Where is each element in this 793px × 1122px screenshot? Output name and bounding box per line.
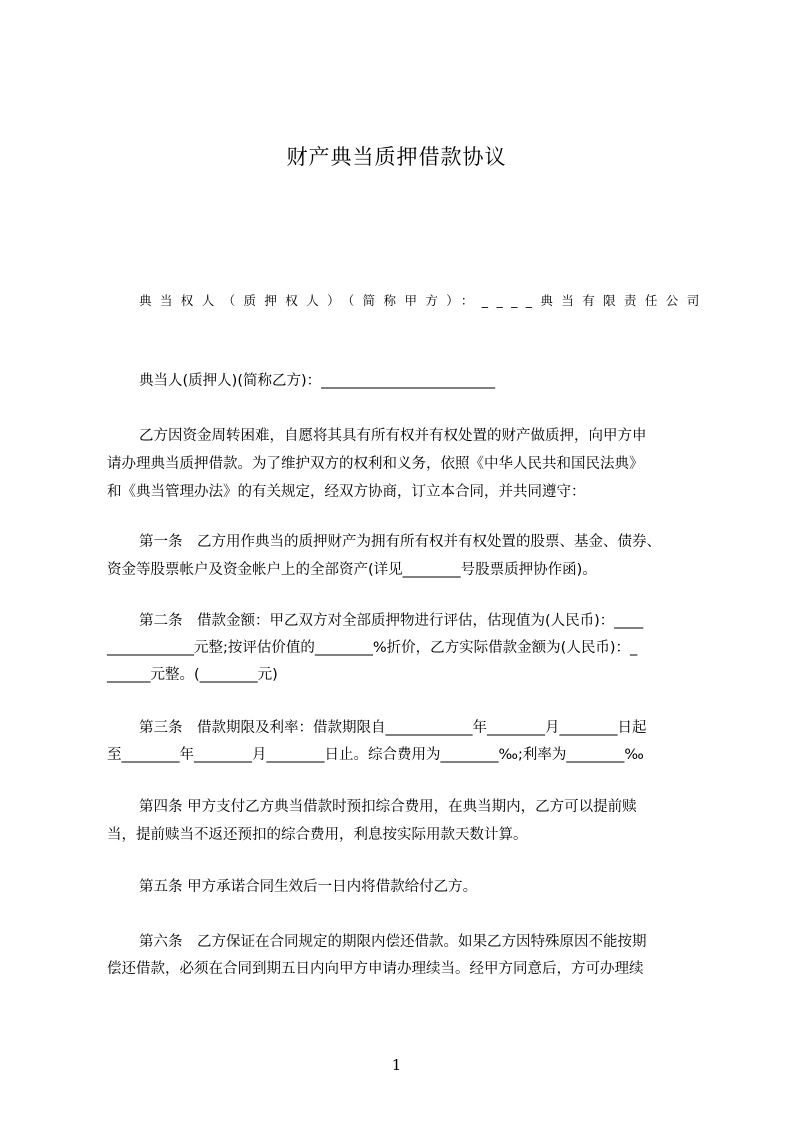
document-title: 财产典当质押借款协议 xyxy=(286,145,507,169)
paragraph-line: ______元整。(________元) xyxy=(107,667,278,683)
paragraph-line: 第三条 借款期限及利率：借款期限自____________年________月________日起 xyxy=(139,720,647,736)
paragraph-line: 乙方因资金周转困难，自愿将其具有所有权并有权处置的财产做质押，向甲方申 xyxy=(139,428,647,444)
paragraph-line: 请办理典当质押借款。为了维护双方的权利和义务，依照《中华人民共和国民法典》 xyxy=(107,456,644,472)
paragraph-line: 第五条 甲方承诺合同生效后一日内将借款给付乙方。 xyxy=(139,879,478,895)
paragraph-line: ____________元整;按评估价值的________%折价，乙方实际借款金额为(人民币)：_ xyxy=(107,640,638,656)
pawnor-party-line: 典当人(质押人)(简称乙方)：________________________ xyxy=(139,373,496,389)
paragraph-line: 和《典当管理办法》的有关规定，经双方协商，订立本合同，并共同遵守： xyxy=(107,484,586,500)
pawnbroker-party-line: 典当权人（质押权人）（简称甲方）：____典当有限责任公司 xyxy=(139,293,708,308)
paragraph-line: 偿还借款，必须在合同到期五日内向甲方申请办理续当。经甲方同意后，方可办理续 xyxy=(107,961,644,977)
paragraph-line: 至________年________月________日止。综合费用为________‰;利率为________‰ xyxy=(107,747,644,763)
paragraph-line: 第六条 乙方保证在合同规定的期限内偿还借款。如果乙方因特殊原因不能按期 xyxy=(139,934,647,950)
paragraph-line: 第四条 甲方支付乙方典当借款时预扣综合费用，在典当期内，乙方可以提前赎 xyxy=(139,799,637,815)
paragraph-line: 第二条 借款金额：甲乙双方对全部质押物进行评估，估现值为(人民币)：____ xyxy=(139,613,644,629)
paragraph-line: 第一条 乙方用作典当的质押财产为拥有所有权并有权处置的股票、基金、债券、 xyxy=(139,534,661,550)
page-number: 1 xyxy=(391,1056,402,1074)
paragraph-line: 当，提前赎当不返还预扣的综合费用，利息按实际用款天数计算。 xyxy=(107,827,528,843)
paragraph-line: 资金等股票帐户及资金帐户上的全部资产(详见________号股票质押协作函)。 xyxy=(107,562,597,578)
